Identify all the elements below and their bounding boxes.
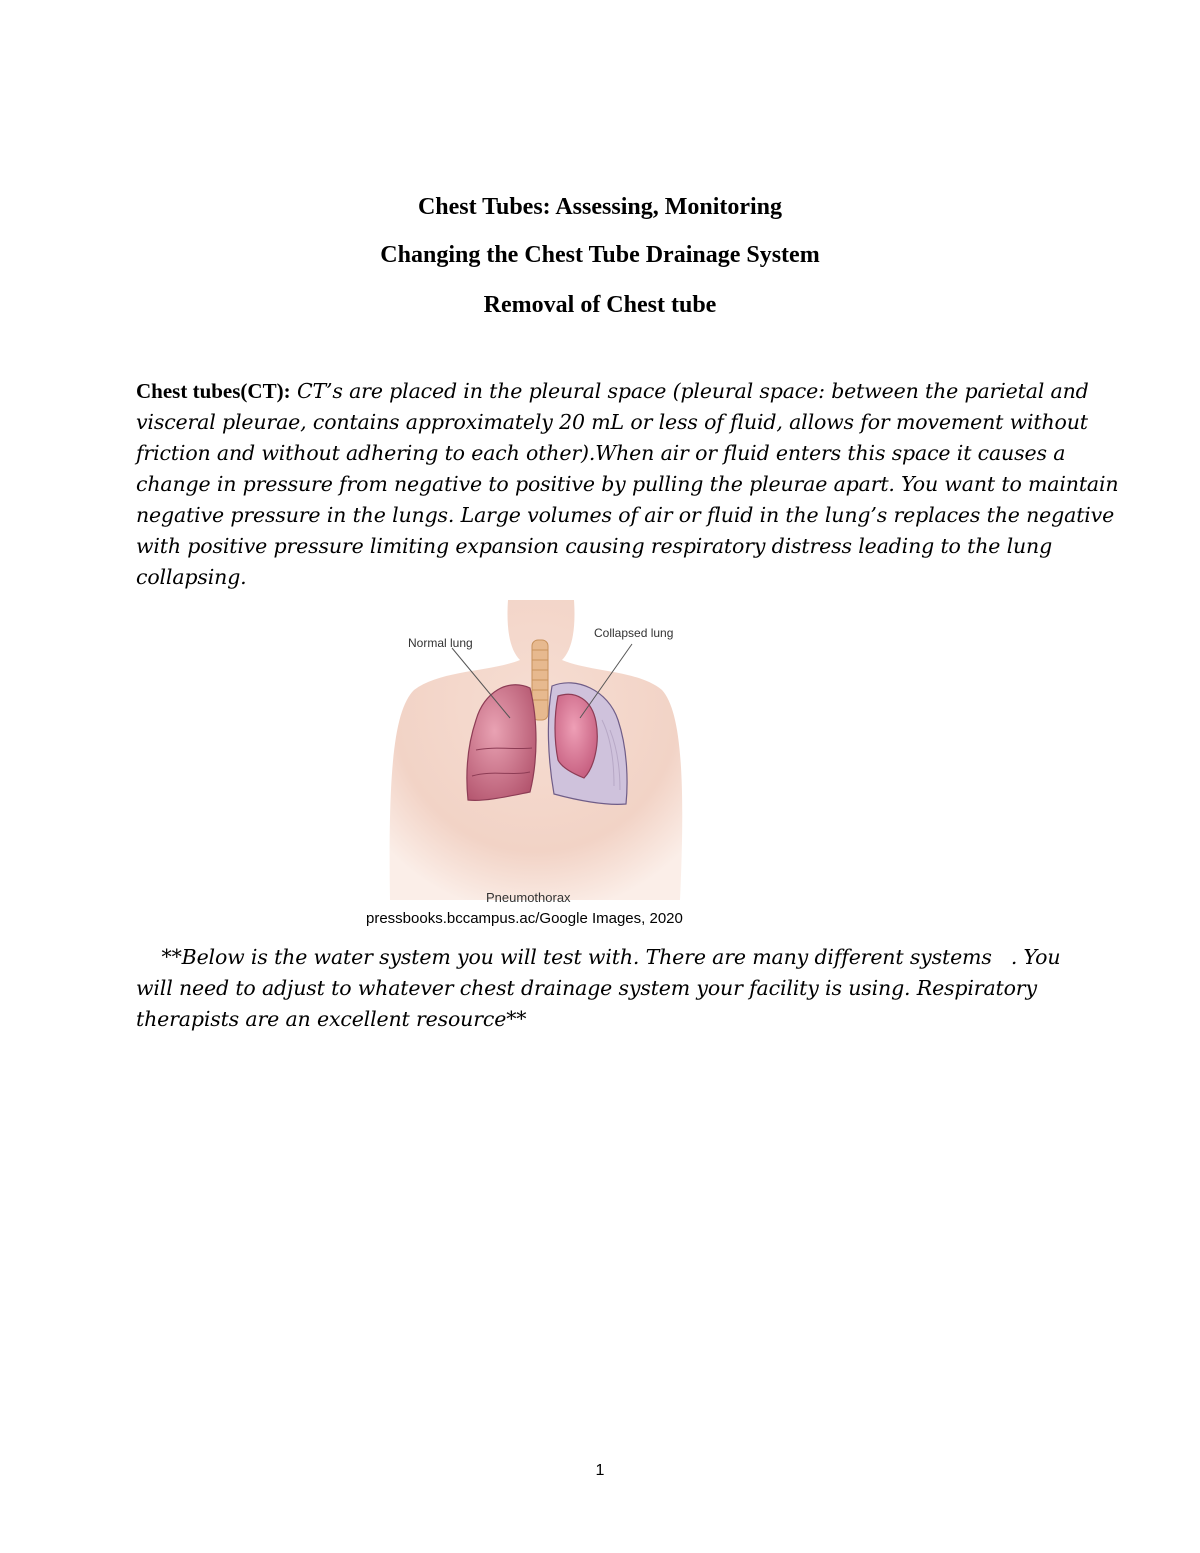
note-paragraph: [136, 942, 1066, 1035]
page-number: 1: [595, 1462, 605, 1479]
collapsed-lung-shape: [555, 694, 597, 778]
note-line-3: therapists are an excellent resource**: [136, 1007, 527, 1031]
heading-line-3: Removal of Chest tube: [483, 292, 717, 318]
pneumothorax-illustration: [380, 600, 700, 910]
heading-line-1: Chest Tubes: Assessing, Monitoring: [417, 194, 783, 220]
image-credit: pressbooks.bccampus.ac/Google Images, 2020: [366, 910, 683, 927]
label-normal-lung: Normal lung: [408, 636, 473, 650]
intro-line-2: visceral pleurae, contains approximately 20 mL or less of fluid, allows for movement without: [136, 410, 1088, 434]
intro-line-1-text: CT’s are placed in the pleural space (pleural space: between the parietal and: [296, 379, 1089, 403]
intro-line-3: friction and without adhering to each other).When air or fluid enters this space it causes a: [136, 441, 1066, 465]
note-line-1: **Below is the water system you will test with. There are many different systems . You: [136, 945, 1061, 969]
intro-line-5: negative pressure in the lungs. Large volumes of air or fluid in the lung’s replaces the negative: [136, 503, 1115, 527]
intro-paragraph: [136, 376, 1119, 593]
intro-line-1: [136, 376, 1089, 407]
intro-line-4: change in pressure from negative to positive by pulling the pleurae apart. You want to maintain: [136, 472, 1119, 496]
intro-line-7: collapsing.: [136, 565, 247, 589]
heading-line-2: Changing the Chest Tube Drainage System: [380, 242, 820, 268]
figure-caption: Pneumothorax: [486, 890, 571, 905]
label-collapsed-lung: Collapsed lung: [594, 626, 674, 640]
intro-line-6: with positive pressure limiting expansion causing respiratory distress leading to the lung: [136, 534, 1053, 558]
intro-lead: Chest tubes(CT):: [136, 379, 291, 403]
note-line-2: will need to adjust to whatever chest drainage system your facility is using. Respiratory: [136, 976, 1037, 1000]
